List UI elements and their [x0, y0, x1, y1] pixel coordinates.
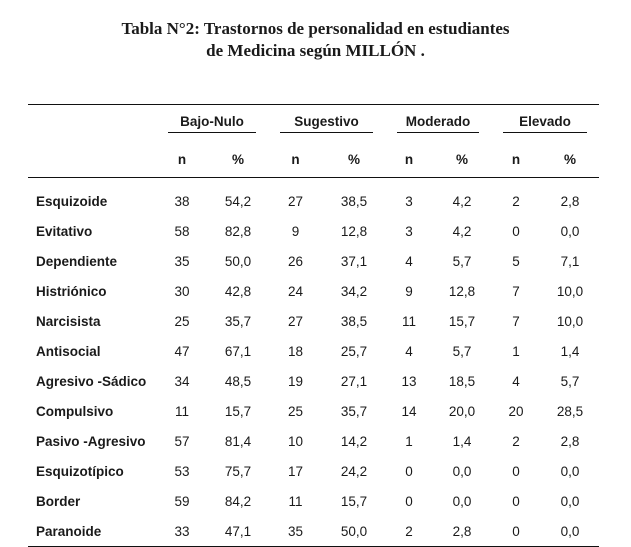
cell-percent: 0,0	[560, 493, 580, 509]
cell-percent: 50,0	[323, 516, 385, 547]
cell-percent: 84,2	[224, 493, 252, 509]
table-row	[28, 336, 599, 366]
row-label: Esquizoide	[36, 193, 108, 209]
cell-percent: 37,1	[340, 253, 368, 269]
row-label: Paranoide	[28, 516, 156, 547]
cell-percent: 1,4	[452, 433, 472, 449]
cell-percent: 38,5	[340, 313, 368, 329]
cell-count: 0	[512, 223, 520, 239]
cell-percent: 5,7	[560, 373, 580, 389]
subheader-n: n	[268, 141, 323, 178]
cell-count: 27	[287, 313, 304, 329]
cell-count: 11	[288, 493, 303, 509]
cell-count: 38	[174, 193, 190, 209]
cell-count: 19	[287, 373, 304, 389]
group-header-sugestivo: Sugestivo	[268, 105, 385, 142]
row-label: Histriónico	[36, 283, 107, 299]
table-row	[28, 426, 599, 456]
cell-count: 1	[512, 343, 520, 359]
row-label: Evitativo	[36, 223, 93, 239]
table-row	[28, 456, 599, 486]
cell-percent: 15,7	[340, 493, 368, 509]
cell-percent: 0,0	[560, 463, 580, 479]
cell-count: 13	[401, 373, 417, 389]
subheader-percent: %	[541, 141, 599, 178]
subheader-n: n	[385, 141, 433, 178]
row-label: Border	[36, 493, 81, 509]
subheader-percent: %	[208, 141, 268, 178]
group-header-bajo-nulo: Bajo-Nulo	[156, 105, 268, 142]
cell-percent: 0,0	[452, 493, 472, 509]
cell-count: 1	[405, 433, 413, 449]
row-label: Esquizotípico	[36, 463, 124, 479]
subheader-n: n	[491, 141, 541, 178]
cell-percent: 24,2	[340, 463, 368, 479]
subheader-percent: %	[433, 141, 491, 178]
cell-count: 4	[405, 253, 413, 269]
cell-count: 20	[508, 403, 524, 419]
cell-percent: 1,4	[560, 343, 580, 359]
cell-count: 47	[174, 343, 190, 359]
cell-count: 5	[512, 253, 520, 269]
table-row	[28, 366, 599, 396]
cell-percent: 0,0	[560, 223, 580, 239]
cell-percent: 25,7	[340, 343, 368, 359]
table-row	[28, 246, 599, 276]
table-row	[28, 516, 599, 547]
caption-line-2: de Medicina según MILLÓN .	[206, 41, 425, 60]
group-header-row	[28, 105, 599, 142]
table-row	[28, 306, 599, 336]
cell-count: 57	[174, 433, 190, 449]
cell-percent: 14,2	[340, 433, 368, 449]
cell-percent: 81,4	[224, 433, 252, 449]
table-caption	[0, 18, 631, 62]
cell-count: 34	[174, 373, 190, 389]
cell-percent: 0,0	[452, 463, 472, 479]
table-row	[28, 486, 599, 516]
cell-count: 35	[268, 516, 323, 547]
subheader-empty-cell	[28, 141, 156, 178]
cell-count: 0	[491, 516, 541, 547]
header-empty-cell	[28, 105, 156, 142]
group-header-moderado: Moderado	[385, 105, 491, 142]
cell-percent: 35,7	[340, 403, 368, 419]
row-label: Pasivo -Agresivo	[36, 433, 146, 449]
cell-percent: 28,5	[556, 403, 584, 419]
row-label: Compulsivo	[36, 403, 114, 419]
row-label: Dependiente	[36, 253, 118, 269]
group-header-elevado: Elevado	[491, 105, 599, 142]
cell-count: 7	[512, 313, 520, 329]
cell-count: 11	[174, 403, 189, 419]
cell-count: 10	[287, 433, 304, 449]
cell-percent: 10,0	[556, 283, 584, 299]
cell-count: 53	[174, 463, 190, 479]
cell-percent: 75,7	[224, 463, 252, 479]
cell-percent: 27,1	[340, 373, 368, 389]
cell-count: 4	[405, 343, 413, 359]
cell-percent: 0,0	[541, 516, 599, 547]
cell-count: 2	[385, 516, 433, 547]
cell-percent: 4,2	[452, 193, 472, 209]
cell-count: 11	[401, 313, 416, 329]
personality-disorders-table	[28, 104, 599, 547]
subheader-n: n	[156, 141, 208, 178]
cell-count: 17	[287, 463, 304, 479]
cell-percent: 50,0	[224, 253, 252, 269]
cell-count: 0	[405, 493, 413, 509]
row-label: Narcisista	[36, 313, 101, 329]
cell-percent: 54,2	[224, 193, 252, 209]
row-label: Antisocial	[36, 343, 101, 359]
table-row	[28, 216, 599, 246]
cell-percent: 20,0	[448, 403, 476, 419]
cell-percent: 67,1	[224, 343, 252, 359]
cell-count: 0	[512, 493, 520, 509]
caption-line-1: Tabla N°2: Trastornos de personalidad en estudiantes	[121, 19, 510, 38]
cell-percent: 42,8	[224, 283, 252, 299]
cell-count: 27	[287, 193, 304, 209]
cell-count: 2	[512, 433, 520, 449]
cell-count: 9	[291, 223, 300, 239]
cell-count: 24	[287, 283, 304, 299]
row-label: Agresivo -Sádico	[36, 373, 147, 389]
cell-percent: 34,2	[340, 283, 368, 299]
table-body	[28, 178, 599, 547]
cell-count: 25	[174, 313, 190, 329]
cell-count: 9	[405, 283, 413, 299]
cell-count: 33	[156, 516, 208, 547]
cell-count: 59	[174, 493, 190, 509]
cell-percent: 12,8	[448, 283, 476, 299]
cell-percent: 4,2	[452, 223, 472, 239]
cell-percent: 5,7	[452, 343, 472, 359]
cell-count: 58	[174, 223, 190, 239]
cell-count: 3	[405, 223, 413, 239]
cell-percent: 47,1	[208, 516, 268, 547]
cell-count: 4	[512, 373, 520, 389]
cell-count: 25	[287, 403, 304, 419]
cell-count: 26	[287, 253, 304, 269]
subheader-percent: %	[323, 141, 385, 178]
cell-percent: 35,7	[224, 313, 252, 329]
cell-percent: 5,7	[452, 253, 472, 269]
cell-count: 0	[405, 463, 413, 479]
cell-percent: 15,7	[224, 403, 252, 419]
cell-percent: 10,0	[556, 313, 584, 329]
cell-percent: 38,5	[340, 193, 368, 209]
table-row	[28, 178, 599, 217]
cell-count: 35	[174, 253, 190, 269]
cell-percent: 2,8	[433, 516, 491, 547]
cell-count: 2	[512, 193, 520, 209]
cell-count: 3	[405, 193, 413, 209]
table-row	[28, 396, 599, 426]
cell-percent: 12,8	[340, 223, 368, 239]
cell-percent: 7,1	[560, 253, 580, 269]
cell-percent: 48,5	[224, 373, 252, 389]
cell-count: 18	[287, 343, 304, 359]
cell-count: 14	[401, 403, 417, 419]
cell-percent: 15,7	[448, 313, 476, 329]
subheader-row	[28, 141, 599, 178]
cell-count: 30	[174, 283, 190, 299]
cell-percent: 2,8	[560, 433, 580, 449]
cell-count: 0	[512, 463, 520, 479]
cell-percent: 2,8	[560, 193, 580, 209]
cell-count: 7	[512, 283, 520, 299]
cell-percent: 18,5	[448, 373, 476, 389]
cell-percent: 82,8	[224, 223, 252, 239]
table-row	[28, 276, 599, 306]
